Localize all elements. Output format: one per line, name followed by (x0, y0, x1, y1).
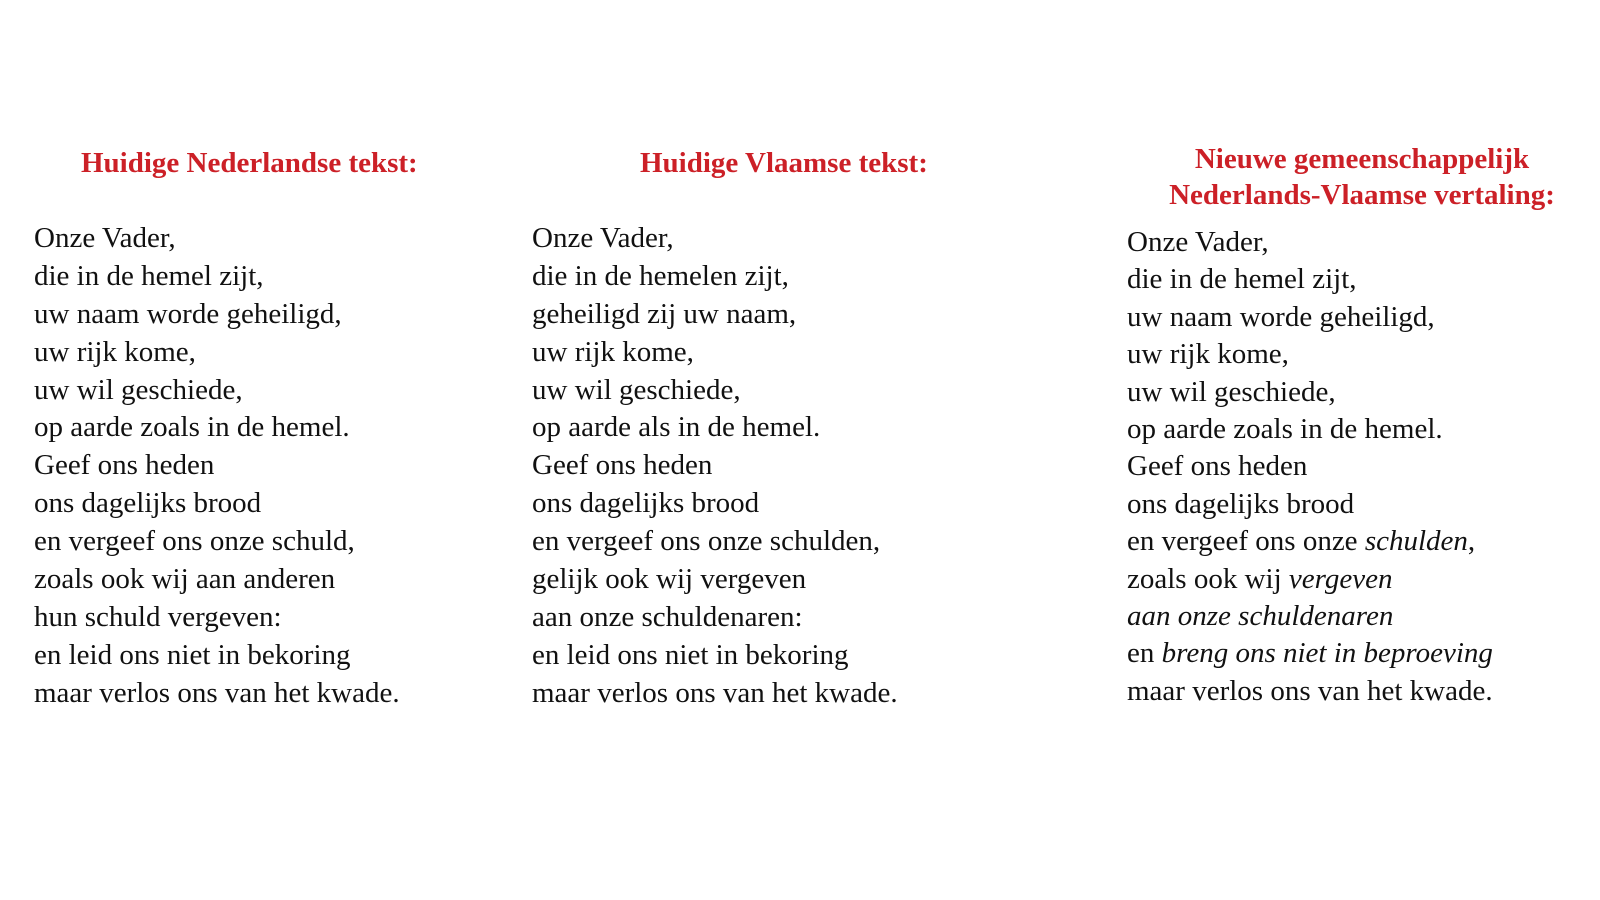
prayer-line: uw naam worde geheiligd, (1127, 300, 1435, 333)
prayer-line: uw naam worde geheiligd, (34, 297, 342, 330)
changed-text: breng ons niet in beproeving (1161, 637, 1493, 670)
prayer-line: ons dagelijks brood (34, 487, 262, 520)
prayer-line (1127, 598, 1493, 635)
prayer-line: uw wil geschiede, (532, 373, 741, 406)
prayer-line: en vergeef ons onze schuld, (34, 525, 355, 558)
prayer-line: uw rijk kome, (34, 335, 196, 368)
prayer-line: zoals ook wij aan anderen (34, 563, 336, 596)
prayer-line: Onze Vader, (532, 222, 674, 254)
changed-text: aan onze schuldenaren (1127, 599, 1394, 632)
prayer-line: Geef ons heden (532, 449, 713, 482)
prayer-line (1127, 635, 1493, 672)
changed-text: vergeven (1288, 562, 1393, 595)
prayer-line: en leid ons niet in bekoring (532, 638, 849, 671)
prayer-line: hun schuld vergeven: (34, 600, 282, 633)
prayer-line: ons dagelijks brood (532, 487, 760, 520)
prayer-text (1127, 224, 1493, 710)
prayer-line: aan onze schuldenaren: (532, 600, 803, 633)
prayer-line: uw wil geschiede, (1127, 375, 1336, 408)
heading-line: Nieuwe gemeenschappelijk (1194, 143, 1530, 175)
prayer-line (1127, 523, 1493, 560)
prayer-line: en leid ons niet in bekoring (34, 638, 351, 671)
prayer-line: Onze Vader, (1127, 226, 1269, 258)
prayer-line: maar verlos ons van het kwade. (34, 676, 400, 709)
prayer-line: uw wil geschiede, (34, 373, 243, 406)
plain-text: en (1127, 637, 1162, 670)
prayer-line: op aarde zoals in de hemel. (1127, 412, 1443, 445)
prayer-line: die in de hemelen zijt, (532, 259, 789, 292)
prayer-line: op aarde zoals in de hemel. (34, 411, 350, 444)
prayer-line: die in de hemel zijt, (34, 259, 264, 292)
prayer-line: en vergeef ons onze schulden, (532, 525, 881, 558)
plain-text: , (1467, 525, 1476, 558)
prayer-line: maar verlos ons van het kwade. (532, 676, 898, 709)
prayer-line: uw rijk kome, (532, 335, 694, 368)
prayer-text (532, 220, 898, 713)
prayer-line: Onze Vader, (34, 222, 176, 254)
heading-line: Nederlands-Vlaamse vertaling: (1169, 179, 1555, 211)
plain-text: zoals ook wij (1127, 562, 1289, 595)
plain-text: en vergeef ons onze (1127, 525, 1365, 558)
prayer-line: uw rijk kome, (1127, 338, 1289, 371)
prayer-line: maar verlos ons van het kwade. (1127, 674, 1493, 707)
prayer-line: gelijk ook wij vergeven (532, 563, 807, 596)
column-heading: Huidige Vlaamse tekst: (640, 147, 928, 179)
prayer-line: geheiligd zij uw naam, (532, 297, 797, 330)
prayer-line: ons dagelijks brood (1127, 487, 1355, 520)
column-heading: Huidige Nederlandse tekst: (81, 147, 418, 179)
prayer-line: Geef ons heden (1127, 450, 1308, 483)
prayer-line: op aarde als in de hemel. (532, 411, 821, 444)
prayer-line: Geef ons heden (34, 449, 215, 482)
prayer-line (1127, 561, 1493, 598)
prayer-text (34, 220, 400, 713)
prayer-line: die in de hemel zijt, (1127, 263, 1357, 296)
changed-text: schulden (1364, 525, 1468, 558)
column-heading (1127, 141, 1597, 213)
